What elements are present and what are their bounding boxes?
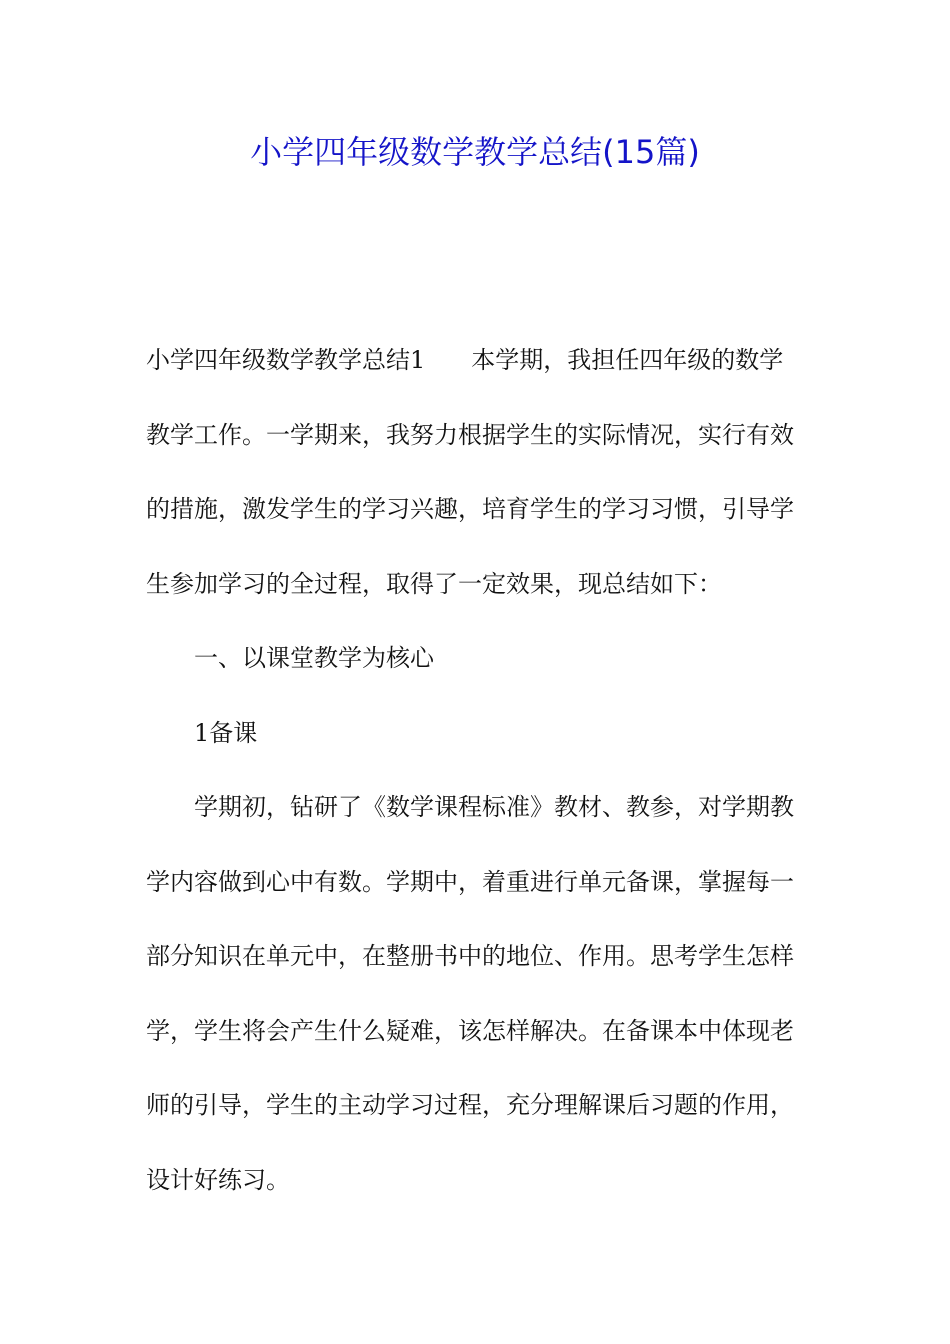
paragraph-text: 本学期，我担任四年级的数学 [471, 346, 784, 374]
paragraph-line: 部分知识在单元中，在整册书中的地位、作用。思考学生怎样 [146, 942, 794, 970]
paragraph-line: 师的引导，学生的主动学习过程，充分理解课后习题的作用， [146, 1091, 794, 1119]
paragraph-line: 教学工作。一学期来，我努力根据学生的实际情况，实行有效 [146, 421, 794, 449]
paragraph-line: 的措施，激发学生的学习兴趣，培育学生的学习习惯，引导学 [146, 495, 794, 523]
paragraph-line: 学期初，钻研了《数学课程标准》教材、教参，对学期教 [194, 793, 794, 821]
subheading-core-teaching: 一、以课堂教学为核心 [194, 644, 434, 672]
paragraph-line [146, 343, 783, 377]
paragraph-line: 生参加学习的全过程，取得了一定效果，现总结如下： [146, 570, 722, 598]
section-heading: 小学四年级数学教学总结1 [146, 346, 426, 374]
subheading-lesson-prep: 1备课 [194, 719, 258, 747]
document-title: 小学四年级数学教学总结(15篇) [250, 133, 700, 171]
paragraph-line: 学内容做到心中有数。学期中，着重进行单元备课，掌握每一 [146, 868, 794, 896]
paragraph-line: 设计好练习。 [146, 1166, 290, 1194]
paragraph-line: 学，学生将会产生什么疑难，该怎样解决。在备课本中体现老 [146, 1017, 794, 1045]
